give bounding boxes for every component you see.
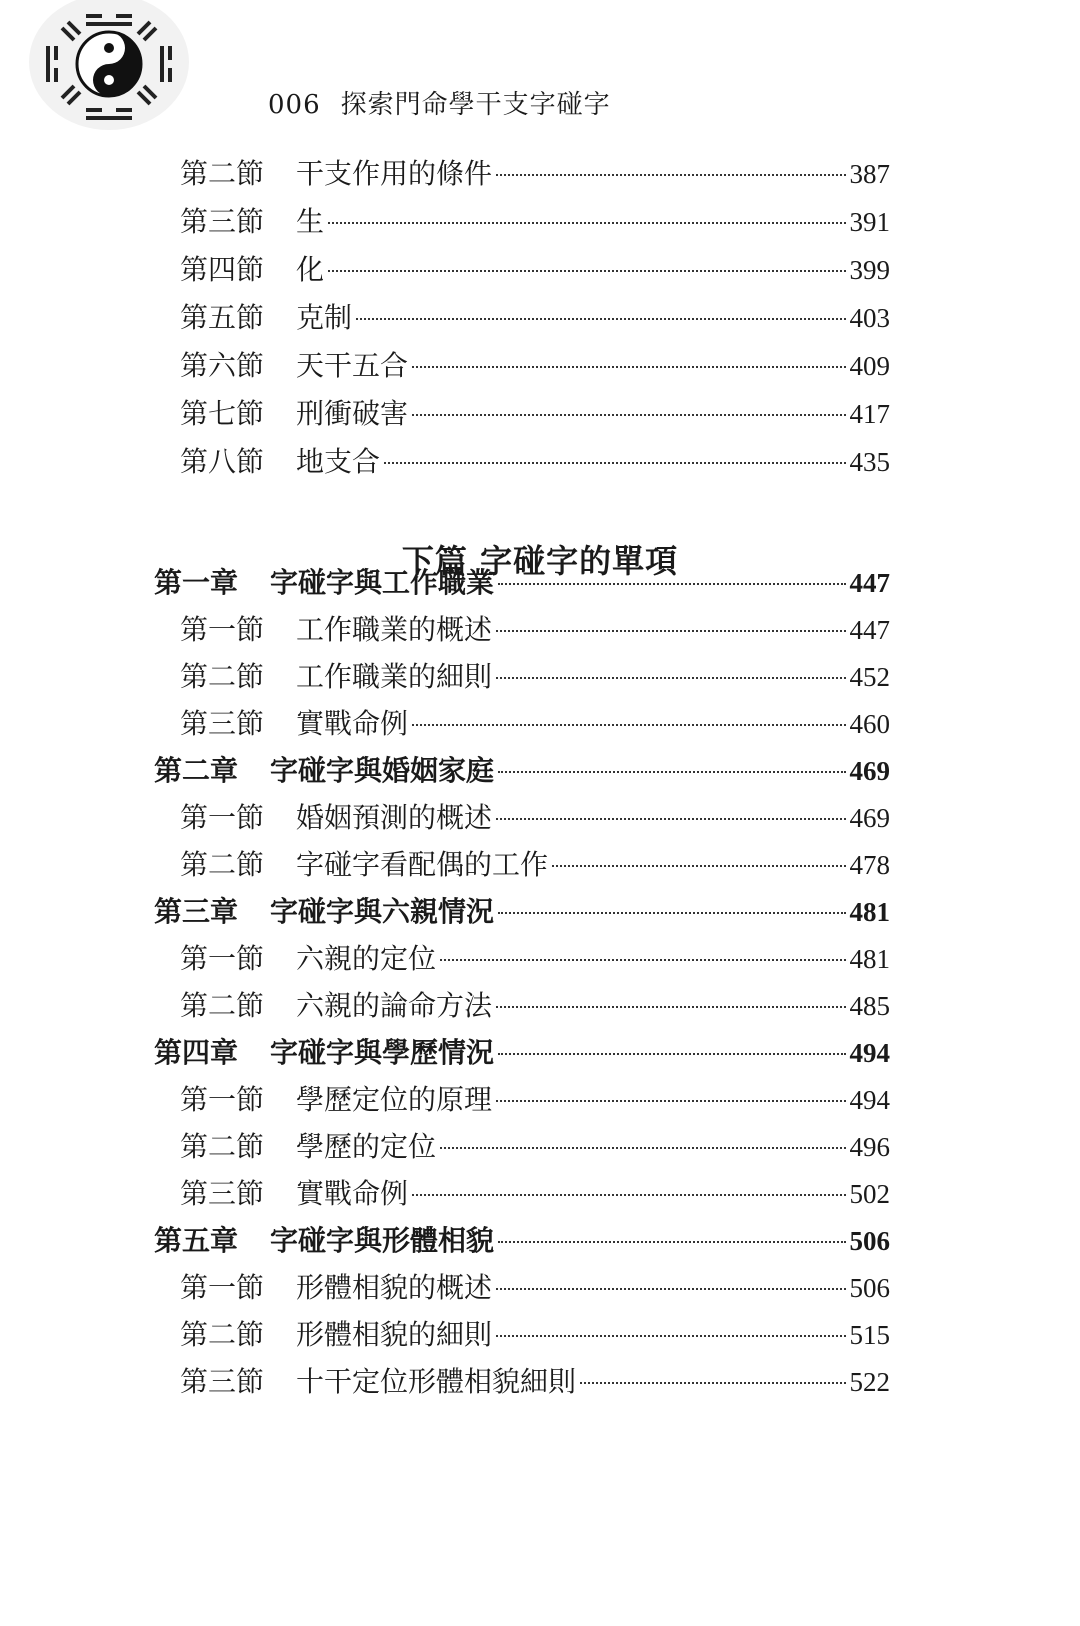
toc-entry-page: 399 [849,255,890,285]
toc-entry-title: 克制 [296,301,353,334]
toc-entry-number: 第四節 [180,253,265,286]
toc-entry-title: 形體相貌的概述 [296,1271,493,1304]
dot-leader [498,1241,845,1243]
toc-entry-page: 515 [849,1320,890,1350]
toc-entry [180,657,890,697]
dot-leader [412,366,845,368]
toc-entry-title: 天干五合 [296,349,409,382]
header-page-number: 006 [268,90,321,120]
toc-entry-title: 刑衝破害 [296,397,409,430]
dot-leader [498,912,845,914]
toc-entry-number: 第一節 [180,1083,265,1116]
toc-entry-number: 第四章 [154,1036,239,1069]
toc-entry-number: 第二節 [180,660,265,693]
toc-entry-number: 第二節 [180,848,265,881]
dot-leader [496,818,845,820]
toc-entry-title: 字碰字與婚姻家庭 [270,754,495,787]
toc-entry [180,346,890,386]
toc-entry [180,798,890,838]
dot-leader [496,1335,845,1337]
toc-entry [180,442,890,482]
toc-entry [180,986,890,1026]
running-head [268,84,611,121]
toc-entry-number: 第一節 [180,1271,265,1304]
dot-leader [384,462,845,464]
toc-entry-title: 化 [296,253,325,286]
toc-entry-number: 第八節 [180,445,265,478]
dot-leader [498,771,845,773]
toc-entry [180,1127,890,1167]
toc-entry-page: 460 [849,709,890,739]
toc-entry-page: 502 [849,1179,890,1209]
toc-chapter [154,1221,890,1261]
toc-entry-page: 409 [849,351,890,381]
dot-leader [496,174,845,176]
dot-leader [496,1100,845,1102]
dot-leader [440,959,845,961]
toc-entry-number: 第三節 [180,1177,265,1210]
dot-leader [496,1288,845,1290]
toc-entry-title: 工作職業的細則 [296,660,493,693]
toc-entry-number: 第三章 [154,895,239,928]
toc-entry-title: 實戰命例 [296,707,409,740]
dot-leader [496,1006,845,1008]
toc-entry-page: 447 [849,568,890,598]
toc-entry [180,1080,890,1120]
toc-entry-number: 第六節 [180,349,265,382]
toc-entry-number: 第五節 [180,301,265,334]
dot-leader [356,318,845,320]
toc-entry [180,1315,890,1355]
toc-entry-title: 工作職業的概述 [296,613,493,646]
toc-entry-page: 469 [849,756,890,786]
toc-entry-title: 字碰字與學歷情況 [270,1036,495,1069]
toc-entry-title: 干支作用的條件 [296,157,493,190]
toc-entry-page: 403 [849,303,890,333]
toc-entry-title: 字碰字與六親情況 [270,895,495,928]
toc-entry [180,154,890,194]
toc-entry-number: 第一節 [180,801,265,834]
header-book-title: 探索門命學干支字碰字 [340,90,611,120]
toc-entry-page: 506 [849,1273,890,1303]
toc-entry-title: 字碰字與工作職業 [270,566,495,599]
dot-leader [412,1194,845,1196]
dot-leader [440,1147,845,1149]
toc-entry-title: 字碰字與形體相貌 [270,1224,495,1257]
toc-entry-number: 第三節 [180,707,265,740]
dot-leader [496,630,845,632]
dot-leader [498,583,845,585]
toc-entry-page: 496 [849,1132,890,1162]
dot-leader [580,1382,845,1384]
toc-entry-title: 學歷定位的原理 [296,1083,493,1116]
toc-entry [180,939,890,979]
toc-entry-title: 六親的論命方法 [296,989,493,1022]
dot-leader [496,677,845,679]
toc-entry-title: 字碰字看配偶的工作 [296,848,549,881]
toc-entry-number: 第七節 [180,397,265,430]
toc-entry-title: 六親的定位 [296,942,437,975]
toc-entry-page: 417 [849,399,890,429]
toc-entry-title: 十干定位形體相貌細則 [296,1365,577,1398]
toc-entry-title: 婚姻預測的概述 [296,801,493,834]
toc-entry-number: 第一節 [180,942,265,975]
dot-leader [412,724,845,726]
toc-entry-title: 學歷的定位 [296,1130,437,1163]
toc-entry-title: 實戰命例 [296,1177,409,1210]
dot-leader [552,865,845,867]
toc-entry [180,202,890,242]
toc-entry-page: 478 [849,850,890,880]
toc-entry-page: 391 [849,207,890,237]
toc-entry-number: 第二節 [180,1130,265,1163]
toc-entry-page: 485 [849,991,890,1021]
toc-chapter [154,892,890,932]
dot-leader [498,1053,845,1055]
yin-yang-bagua-icon [24,0,194,140]
toc-entry-page: 469 [849,803,890,833]
toc-chapter [154,563,890,603]
toc-entry-page: 522 [849,1367,890,1397]
toc-entry-number: 第一節 [180,613,265,646]
toc-entry [180,250,890,290]
toc-entry-page: 481 [849,944,890,974]
toc-entry-page: 506 [849,1226,890,1256]
toc-entry-page: 387 [849,159,890,189]
toc-entry-number: 第二節 [180,989,265,1022]
toc-entry-page: 494 [849,1038,890,1068]
toc-entry-page: 481 [849,897,890,927]
toc-entry-title: 生 [296,205,325,238]
toc-entry [180,610,890,650]
part-title: 下篇 字碰字的單項 [401,542,679,580]
dot-leader [412,414,845,416]
toc-entry-number: 第五章 [154,1224,239,1257]
toc-entry-number: 第三節 [180,1365,265,1398]
toc-entry [180,1268,890,1308]
toc-entry-title: 形體相貌的細則 [296,1318,493,1351]
dot-leader [328,270,845,272]
toc-entry [180,298,890,338]
toc-entry [180,1174,890,1214]
toc-entry-number: 第三節 [180,205,265,238]
toc-entry-page: 494 [849,1085,890,1115]
toc-entry-page: 452 [849,662,890,692]
toc-entry-number: 第二節 [180,1318,265,1351]
toc-entry [180,704,890,744]
dot-leader [328,222,845,224]
toc-entry-number: 第一章 [154,566,239,599]
toc-entry-page: 447 [849,615,890,645]
toc-entry-title: 地支合 [296,445,381,478]
toc-entry [180,845,890,885]
toc-entry [180,394,890,434]
toc-entry-number: 第二章 [154,754,239,787]
toc-entry-page: 435 [849,447,890,477]
toc-chapter [154,1033,890,1073]
toc-chapter [154,751,890,791]
toc-entry-number: 第二節 [180,157,265,190]
toc-entry [180,1362,890,1402]
